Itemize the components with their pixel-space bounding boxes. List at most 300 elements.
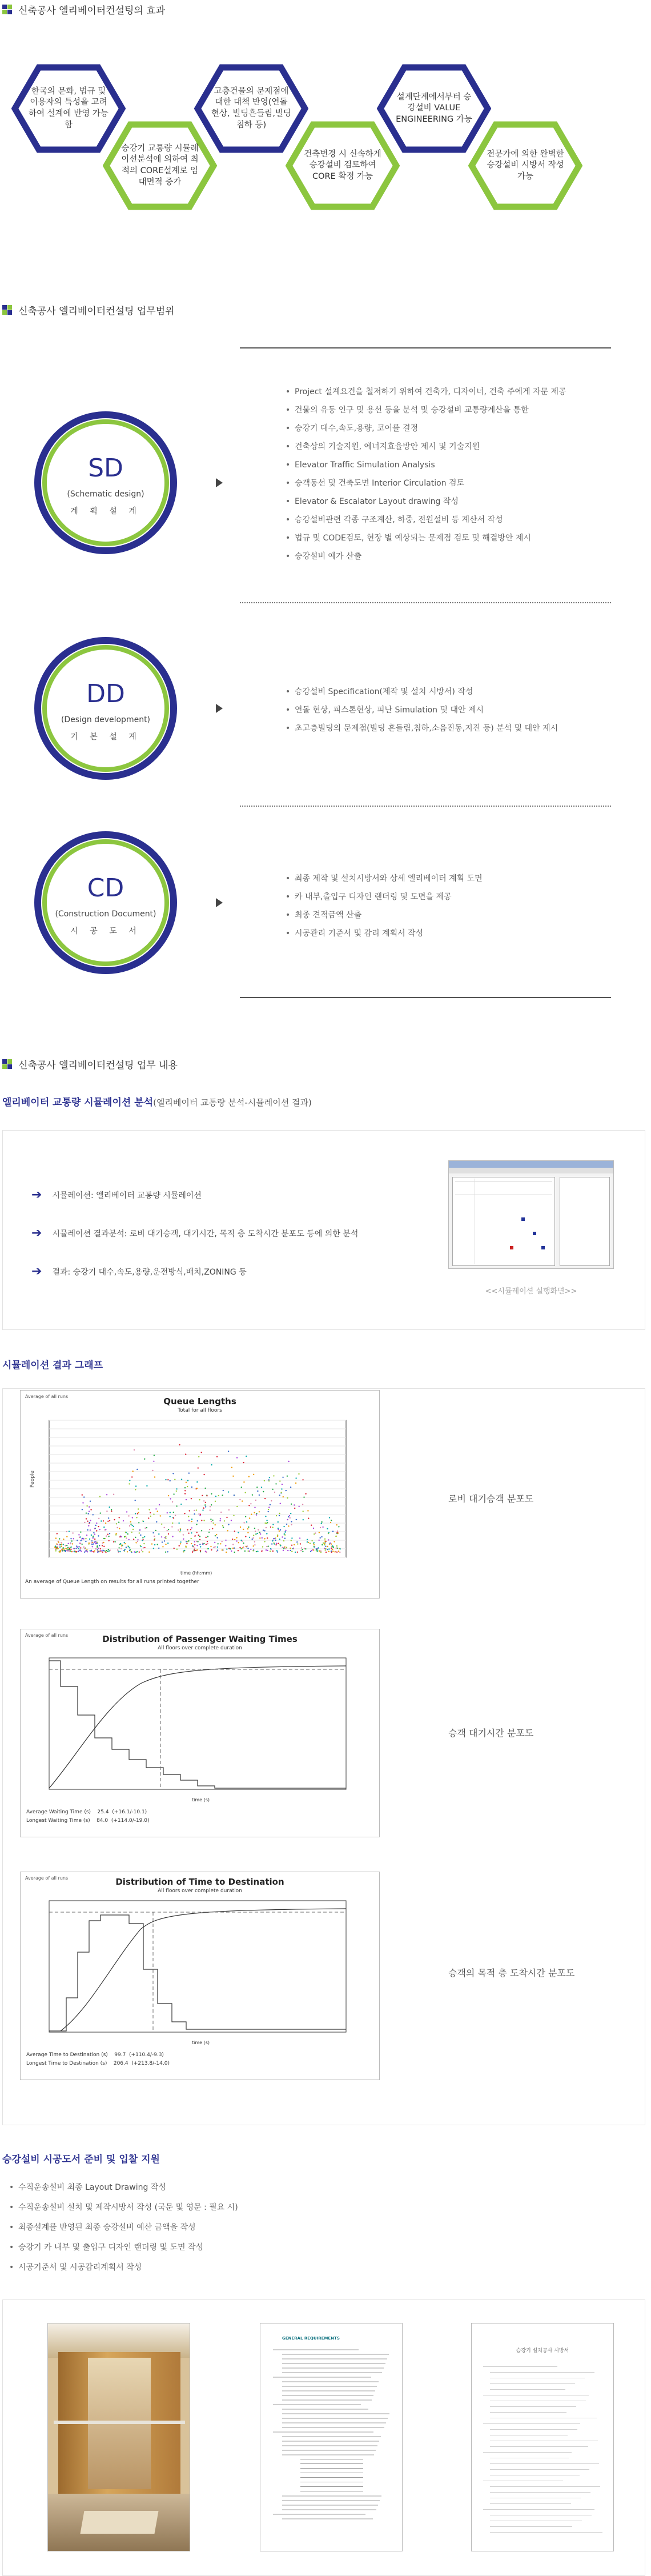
queue-point xyxy=(57,1547,58,1548)
queue-point xyxy=(55,1537,57,1539)
queue-point xyxy=(86,1505,87,1507)
document-text-line xyxy=(282,2413,389,2414)
queue-point xyxy=(172,1473,174,1474)
queue-point xyxy=(153,1548,154,1549)
queue-point xyxy=(57,1533,58,1534)
queue-point xyxy=(93,1537,94,1539)
content-section-title: 신축공사 엘리베이터컨설팅 업무 내용 xyxy=(2,1057,178,1071)
queue-point xyxy=(199,1536,200,1537)
effect-hexagon: 설계단계에서부터 승강설비 VALUE ENGINEERING 가능 xyxy=(377,63,491,154)
queue-point xyxy=(156,1521,157,1523)
queue-point xyxy=(276,1515,277,1516)
queue-point xyxy=(331,1551,332,1552)
queue-point xyxy=(278,1528,279,1529)
queue-point xyxy=(142,1537,143,1539)
queue-point xyxy=(67,1547,69,1548)
queue-point xyxy=(314,1533,315,1535)
list-item: • 승강설비 예가 산출 xyxy=(286,547,566,566)
queue-point xyxy=(247,1528,248,1529)
queue-point xyxy=(103,1527,105,1528)
queue-point xyxy=(274,1543,275,1544)
document-text-line xyxy=(282,2395,373,2396)
queue-point xyxy=(284,1538,286,1539)
queue-point xyxy=(87,1551,88,1552)
queue-point xyxy=(91,1535,92,1536)
queue-point xyxy=(208,1548,209,1549)
queue-point xyxy=(98,1551,99,1552)
queue-point xyxy=(275,1483,276,1484)
queue-point xyxy=(64,1550,65,1551)
queue-point xyxy=(91,1540,93,1541)
queue-point xyxy=(103,1550,105,1551)
queue-point xyxy=(337,1548,338,1549)
queue-point xyxy=(266,1527,267,1528)
document-text-line xyxy=(273,2377,371,2378)
scope-section-title: 신축공사 엘리베이터컨설팅 업무범위 xyxy=(2,303,175,317)
queue-point xyxy=(84,1522,85,1523)
queue-point xyxy=(82,1495,83,1496)
queue-point xyxy=(93,1514,94,1515)
queue-point xyxy=(154,1536,155,1537)
queue-point xyxy=(260,1533,261,1535)
queue-point xyxy=(248,1476,250,1477)
queue-point xyxy=(196,1488,198,1489)
queue-point xyxy=(135,1542,136,1543)
queue-point xyxy=(325,1549,326,1551)
queue-point xyxy=(143,1547,144,1548)
queue-point xyxy=(335,1536,336,1537)
queue-point xyxy=(234,1552,235,1553)
queue-point xyxy=(247,1545,248,1547)
simulation-screen-thumbnail xyxy=(448,1160,614,1269)
queue-point xyxy=(265,1516,266,1517)
queue-point xyxy=(248,1527,249,1528)
queue-point xyxy=(108,1517,109,1519)
queue-point xyxy=(214,1546,215,1547)
document-text-line xyxy=(282,2390,375,2391)
queue-point xyxy=(267,1537,268,1539)
queue-point xyxy=(137,1513,138,1514)
queue-lengths-chart: Average of all runs Queue Lengths Total for all floors People time (hh:mm) An average of Queue Length on results for all runs printed together xyxy=(20,1390,380,1599)
queue-point xyxy=(180,1543,181,1544)
queue-point xyxy=(143,1521,144,1522)
queue-point xyxy=(130,1521,131,1523)
queue-point xyxy=(211,1464,212,1465)
queue-point xyxy=(257,1533,258,1534)
queue-point xyxy=(282,1536,283,1537)
queue-point xyxy=(302,1479,303,1480)
queue-point xyxy=(267,1550,268,1551)
queue-point xyxy=(129,1480,130,1481)
queue-point xyxy=(153,1461,154,1462)
queue-point xyxy=(75,1548,77,1549)
queue-point xyxy=(120,1536,122,1537)
queue-point xyxy=(196,1509,197,1511)
queue-point xyxy=(246,1456,247,1457)
document-text-line xyxy=(282,2441,379,2442)
queue-point xyxy=(190,1529,191,1530)
document-text-line xyxy=(282,2450,376,2451)
queue-point xyxy=(89,1522,90,1523)
document-text-line xyxy=(490,2532,602,2533)
queue-point xyxy=(170,1516,171,1517)
queue-point xyxy=(87,1529,88,1531)
queue-point xyxy=(191,1532,192,1533)
queue-point xyxy=(217,1537,218,1539)
document-text-line xyxy=(282,2399,372,2401)
queue-point xyxy=(203,1474,204,1475)
queue-point xyxy=(151,1543,152,1544)
list-item: • 승객동선 및 건축도면 Interior Circulation 검토 xyxy=(286,474,566,492)
queue-point xyxy=(200,1550,201,1551)
queue-point xyxy=(165,1479,166,1480)
queue-point xyxy=(295,1477,296,1479)
queue-point xyxy=(79,1537,80,1538)
document-text-line xyxy=(483,2366,557,2367)
destination-time-plot xyxy=(43,1895,363,2038)
queue-point xyxy=(291,1521,292,1522)
queue-point xyxy=(154,1544,155,1545)
queue-point xyxy=(194,1513,195,1515)
queue-point xyxy=(222,1525,223,1526)
queue-point xyxy=(136,1469,138,1470)
queue-point xyxy=(312,1549,313,1550)
window-toolbar xyxy=(449,1168,613,1173)
queue-point xyxy=(176,1549,178,1550)
queue-point xyxy=(301,1547,302,1548)
queue-point xyxy=(170,1498,171,1499)
queue-point xyxy=(142,1551,143,1552)
queue-point xyxy=(128,1483,130,1484)
queue-point xyxy=(271,1500,272,1501)
queue-point xyxy=(88,1525,89,1527)
queue-point xyxy=(272,1489,274,1490)
queue-point xyxy=(200,1514,201,1515)
queue-point xyxy=(272,1527,273,1528)
queue-point xyxy=(70,1538,71,1539)
queue-point xyxy=(231,1467,232,1468)
queue-point xyxy=(103,1546,105,1547)
queue-point xyxy=(175,1515,176,1516)
queue-point xyxy=(215,1496,216,1497)
queue-point xyxy=(238,1532,239,1533)
queue-point xyxy=(66,1545,67,1546)
queue-point xyxy=(287,1550,288,1551)
queue-point xyxy=(128,1546,129,1547)
queue-point xyxy=(186,1482,187,1483)
queue-point xyxy=(191,1487,192,1488)
queue-point xyxy=(240,1527,241,1528)
effects-section-title: 신축공사 엘리베이터컨설팅의 효과 xyxy=(2,2,165,17)
queue-point xyxy=(211,1504,212,1505)
queue-point xyxy=(107,1534,108,1535)
queue-point xyxy=(93,1536,94,1537)
queue-point xyxy=(144,1459,145,1460)
sd-circle: SD (Schematic design) 계 획 설 계 xyxy=(34,411,177,554)
queue-point xyxy=(140,1535,141,1536)
queue-point xyxy=(338,1551,339,1552)
queue-point xyxy=(198,1456,199,1457)
queue-point xyxy=(85,1538,86,1539)
queue-point xyxy=(194,1544,195,1545)
queue-point xyxy=(99,1496,101,1497)
divider-dotted xyxy=(240,602,611,603)
queue-point xyxy=(224,1520,225,1521)
queue-point xyxy=(218,1495,219,1496)
simulation-box xyxy=(2,1130,645,1330)
queue-point xyxy=(228,1451,229,1452)
simulation-table xyxy=(452,1177,555,1266)
queue-point xyxy=(176,1505,177,1507)
queue-point xyxy=(277,1535,278,1536)
queue-point xyxy=(63,1548,65,1549)
queue-point xyxy=(283,1550,284,1551)
queue-point xyxy=(220,1518,221,1519)
queue-point xyxy=(98,1518,99,1519)
queue-point xyxy=(211,1493,212,1495)
queue-point xyxy=(210,1546,211,1547)
queue-point xyxy=(78,1534,79,1535)
list-item: • Project 설계요건을 철저하기 위하여 건축가, 디자이너, 건축 주에게 자문 제공 xyxy=(286,383,566,401)
queue-point xyxy=(293,1548,294,1549)
document-text-line xyxy=(300,2486,363,2487)
queue-point xyxy=(102,1545,103,1546)
queue-point xyxy=(191,1527,192,1528)
queue-point xyxy=(299,1506,300,1507)
documents-box xyxy=(2,2299,645,2576)
queue-point xyxy=(324,1539,326,1540)
queue-point xyxy=(188,1533,189,1534)
queue-point xyxy=(93,1543,94,1544)
queue-point xyxy=(103,1520,104,1521)
queue-point xyxy=(148,1509,150,1510)
queue-point xyxy=(234,1548,235,1549)
queue-point xyxy=(264,1498,266,1499)
queue-point xyxy=(179,1531,180,1532)
queue-point xyxy=(297,1552,298,1553)
queue-point xyxy=(294,1508,295,1509)
queue-point xyxy=(254,1528,255,1529)
queue-point xyxy=(134,1449,135,1451)
queue-point xyxy=(184,1493,186,1494)
document-text-line xyxy=(490,2383,575,2384)
queue-point xyxy=(184,1487,186,1488)
queue-point xyxy=(103,1542,104,1543)
queue-point xyxy=(116,1527,118,1528)
queue-point xyxy=(316,1549,318,1551)
queue-point xyxy=(285,1530,286,1531)
queue-point xyxy=(300,1550,302,1551)
queue-point xyxy=(132,1471,134,1472)
document-text-line xyxy=(490,2526,572,2527)
queue-point xyxy=(290,1550,291,1551)
queue-point xyxy=(70,1551,71,1552)
scope-bottom-rule xyxy=(240,997,611,998)
queue-point xyxy=(280,1529,281,1531)
queue-point xyxy=(333,1541,335,1542)
queue-point xyxy=(210,1509,211,1511)
queue-point xyxy=(282,1547,283,1548)
queue-point xyxy=(321,1523,322,1524)
queue-point xyxy=(332,1545,333,1547)
queue-point xyxy=(246,1521,247,1523)
queue-point xyxy=(329,1543,331,1544)
queue-point xyxy=(65,1551,66,1552)
list-item: • 수직운송설비 설치 및 제작시방서 작성 (국문 및 영문 : 필요 시) xyxy=(9,2198,238,2218)
queue-point xyxy=(219,1520,220,1521)
queue-point xyxy=(191,1519,192,1520)
queue-point xyxy=(275,1544,276,1545)
queue-point xyxy=(295,1552,296,1553)
queue-point xyxy=(254,1512,255,1513)
queue-point xyxy=(264,1541,265,1542)
queue-point xyxy=(216,1551,217,1552)
queue-point xyxy=(319,1540,320,1541)
queue-point xyxy=(136,1551,137,1552)
queue-point xyxy=(266,1533,267,1534)
queue-point xyxy=(144,1547,145,1548)
queue-point xyxy=(113,1541,114,1543)
queue-point xyxy=(67,1549,69,1550)
list-item: • 최종설계를 반영된 최종 승강설비 예산 금액을 작성 xyxy=(9,2218,238,2238)
queue-point xyxy=(243,1529,244,1530)
queue-point xyxy=(263,1491,264,1492)
queue-point xyxy=(279,1480,280,1481)
queue-point xyxy=(223,1490,224,1491)
queue-point xyxy=(61,1542,62,1543)
queue-point xyxy=(249,1537,250,1538)
specification-document-thumbnail: GENERAL REQUIREMENTS xyxy=(260,2323,403,2551)
queue-point xyxy=(255,1533,256,1535)
queue-point xyxy=(276,1550,278,1551)
queue-point xyxy=(113,1494,114,1495)
queue-point xyxy=(212,1523,214,1524)
queue-point xyxy=(85,1548,86,1549)
queue-point xyxy=(183,1550,184,1551)
window-titlebar xyxy=(449,1161,613,1168)
queue-point xyxy=(294,1544,295,1545)
queue-point xyxy=(217,1549,218,1551)
queue-point xyxy=(173,1517,174,1519)
queue-point xyxy=(66,1548,67,1549)
queue-point xyxy=(330,1522,331,1523)
queue-point xyxy=(230,1548,231,1549)
queue-point xyxy=(203,1520,204,1521)
queue-point xyxy=(89,1511,90,1512)
queue-point xyxy=(231,1520,232,1521)
queue-point xyxy=(247,1548,248,1549)
queue-point xyxy=(238,1550,239,1551)
queue-point xyxy=(217,1547,218,1548)
queue-point xyxy=(258,1529,259,1531)
queue-point xyxy=(121,1545,122,1547)
document-text-line xyxy=(490,2469,589,2470)
queue-point xyxy=(167,1551,168,1552)
queue-point xyxy=(286,1490,287,1491)
simulation-screen-caption: <<시뮬레이션 실행화면>> xyxy=(485,1287,577,1296)
queue-point xyxy=(324,1540,326,1541)
queue-point xyxy=(131,1476,132,1477)
document-text-line xyxy=(282,2409,368,2410)
queue-point xyxy=(95,1525,97,1526)
construction-spec-thumbnail: 승강기 설치공사 시방서 xyxy=(471,2323,614,2551)
queue-point xyxy=(320,1527,321,1528)
queue-point xyxy=(90,1529,91,1531)
document-text-line xyxy=(490,2492,590,2493)
queue-point xyxy=(282,1484,283,1485)
queue-point xyxy=(213,1547,214,1548)
queue-point xyxy=(179,1545,180,1547)
queue-point xyxy=(222,1541,223,1542)
queue-point xyxy=(336,1532,337,1533)
queue-point xyxy=(176,1488,177,1489)
queue-point xyxy=(196,1524,197,1525)
queue-point xyxy=(202,1509,203,1511)
queue-point xyxy=(215,1501,216,1502)
document-text-line xyxy=(282,2454,374,2455)
queue-point xyxy=(152,1470,153,1471)
queue-point xyxy=(137,1541,138,1542)
queue-point xyxy=(302,1549,303,1550)
queue-point xyxy=(89,1539,90,1540)
queue-point xyxy=(254,1507,255,1508)
queue-point xyxy=(323,1543,324,1544)
queue-point xyxy=(262,1550,263,1551)
queue-point xyxy=(210,1519,211,1520)
list-item: • 승강설비 Specification(제작 및 설치 시방서) 작성 xyxy=(286,683,558,701)
queue-point xyxy=(94,1551,95,1552)
queue-point xyxy=(141,1549,142,1551)
queue-point xyxy=(146,1527,147,1528)
document-text-line xyxy=(273,2431,373,2433)
queue-point xyxy=(152,1532,154,1533)
queue-point xyxy=(146,1485,147,1487)
queue-point xyxy=(290,1548,291,1549)
queue-point xyxy=(336,1524,337,1525)
queue-point xyxy=(266,1549,267,1551)
queue-point xyxy=(307,1541,308,1543)
queue-point xyxy=(170,1480,171,1481)
queue-point xyxy=(264,1538,265,1539)
queue-point xyxy=(236,1537,237,1538)
queue-point xyxy=(303,1497,304,1498)
queue-point xyxy=(196,1481,198,1483)
queue-point xyxy=(250,1549,251,1550)
queue-point xyxy=(180,1504,182,1505)
queue-point xyxy=(303,1511,304,1512)
queue-point xyxy=(274,1538,275,1539)
queue-point xyxy=(80,1549,81,1551)
queue-point xyxy=(127,1533,128,1535)
queue-point xyxy=(324,1543,325,1544)
queue-point xyxy=(339,1552,340,1553)
queue-point xyxy=(282,1477,283,1478)
queue-point xyxy=(270,1504,271,1505)
sim-item: ➔ 시뮬레이션 결과분석: 로비 대기승객, 대기시간, 목적 층 도착시간 분포도 등에 의한 분석 xyxy=(31,1226,359,1240)
document-text-line xyxy=(300,2463,363,2464)
queue-point xyxy=(263,1529,264,1531)
queue-point xyxy=(275,1540,276,1541)
queue-point xyxy=(165,1544,166,1545)
queue-point xyxy=(272,1524,274,1525)
queue-point xyxy=(204,1488,206,1489)
queue-point xyxy=(132,1517,133,1518)
queue-point xyxy=(280,1545,281,1546)
queue-point xyxy=(248,1505,250,1506)
queue-point xyxy=(272,1540,273,1541)
queue-point xyxy=(131,1525,132,1526)
list-item: • 승강기 대수,속도,용량, 코어를 결정 xyxy=(286,419,566,438)
